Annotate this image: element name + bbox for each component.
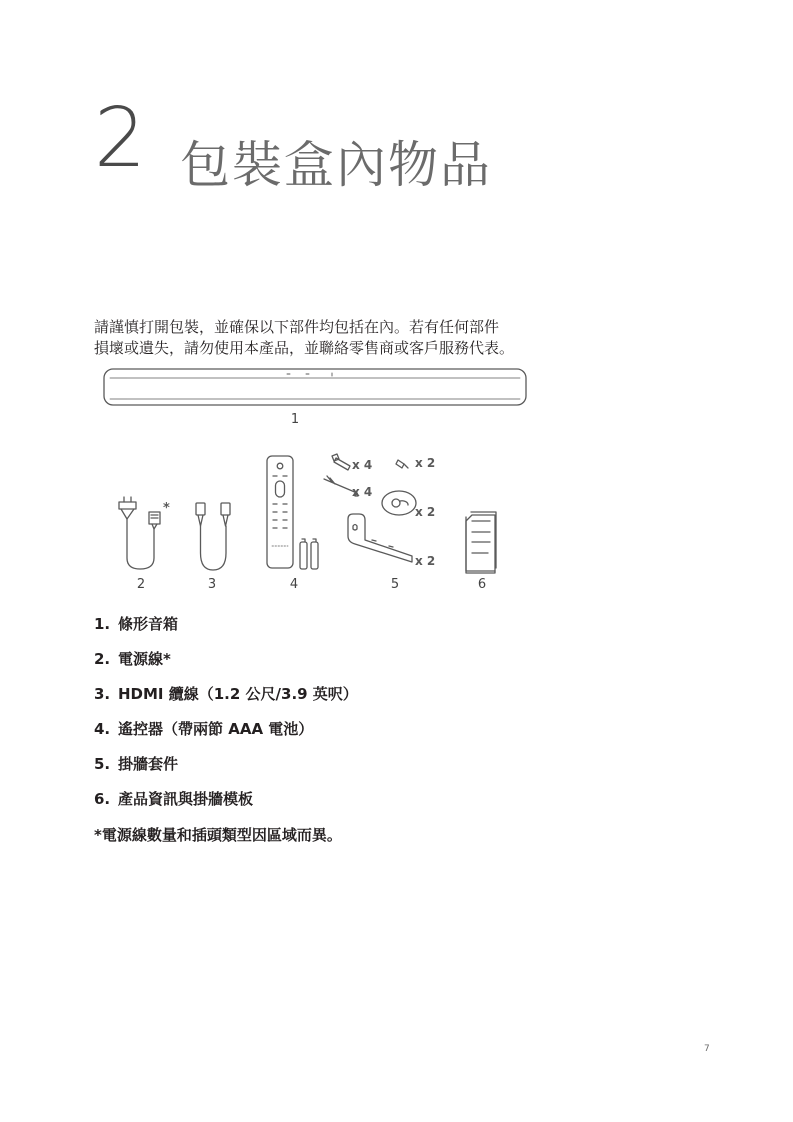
package-contents-list: [94, 614, 358, 824]
item-text: 電源線*: [118, 650, 171, 668]
item-number: 1.: [94, 615, 111, 633]
label-5: 5: [390, 577, 400, 592]
small-screws-quantity: x 2: [415, 456, 436, 470]
page-number: 7: [704, 1044, 710, 1054]
brackets-quantity: x 2: [415, 554, 436, 568]
intro-line-2: 損壞或遺失，請勿使用本產品，並聯絡零售商或客戶服務代表。: [94, 339, 515, 357]
item-number: 3.: [94, 685, 111, 703]
long-screws-quantity: x 4: [352, 485, 373, 499]
washers-quantity: x 2: [415, 505, 436, 519]
intro-paragraph: [94, 317, 544, 359]
list-item: [94, 719, 358, 754]
list-item: [94, 649, 358, 684]
label-3: 3: [207, 577, 217, 592]
power-cord-footnote: *電源線數量和插頭類型因區域而異。: [94, 826, 342, 844]
item-number: 2.: [94, 650, 111, 668]
intro-line-1: 請謹慎打開包裝，並確保以下部件均包括在內。若有任何部件: [94, 318, 500, 336]
chapter-title: 包裝盒內物品: [180, 136, 492, 194]
soundbar-drawing: [104, 369, 526, 405]
item-number: 4.: [94, 720, 111, 738]
product-information-drawing: [466, 512, 496, 573]
power-cord-drawing: [119, 497, 160, 569]
hdmi-cable-drawing: [196, 503, 230, 570]
item-text: 產品資訊與掛牆模板: [118, 790, 254, 808]
list-item: [94, 789, 358, 824]
chapter-number: 2: [94, 91, 145, 186]
power-cord-asterisk: *: [163, 501, 170, 516]
remote-drawing: [267, 456, 318, 569]
package-contents-illustration: [94, 366, 544, 598]
label-2: 2: [136, 577, 146, 592]
item-number: 5.: [94, 755, 111, 773]
label-1: 1: [290, 412, 300, 427]
item-text: 遙控器（帶兩節 AAA 電池）: [118, 720, 314, 738]
item-text: HDMI 纜線（1.2 公尺/3.9 英呎）: [118, 685, 358, 703]
item-number: 6.: [94, 790, 111, 808]
anchors-quantity: x 4: [352, 458, 373, 472]
item-text: 掛牆套件: [118, 755, 179, 773]
list-item: [94, 614, 358, 649]
list-item: [94, 754, 358, 789]
list-item: [94, 684, 358, 719]
item-text: 條形音箱: [118, 615, 179, 633]
label-4: 4: [289, 577, 299, 592]
label-6: 6: [477, 577, 487, 592]
